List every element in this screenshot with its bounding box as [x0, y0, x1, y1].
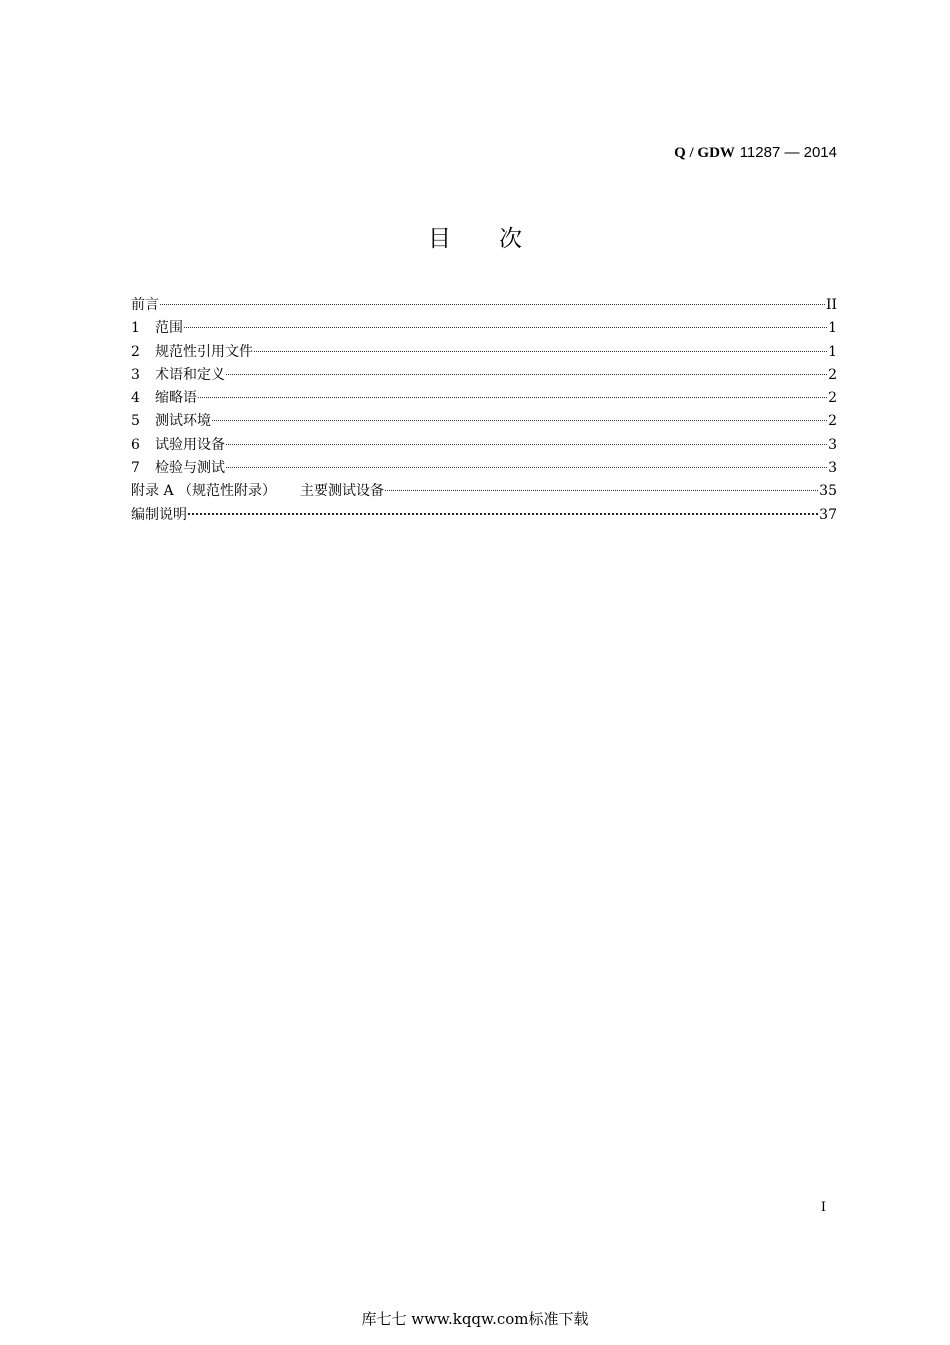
toc-label: 范围: [155, 320, 183, 337]
toc-label: 规范性引用文件: [155, 343, 253, 360]
toc-entry-test-equipment[interactable]: [131, 435, 837, 458]
toc-page: 1: [828, 320, 837, 337]
toc-entry-foreword[interactable]: [131, 295, 837, 318]
toc-label: 试验用设备: [155, 436, 225, 453]
toc-label: 测试环境: [155, 413, 211, 430]
toc-leader: [212, 420, 827, 421]
toc-leader: [198, 397, 827, 398]
toc-leader: [385, 490, 818, 491]
toc-leader: [254, 351, 827, 352]
toc-label: 检验与测试: [155, 460, 225, 477]
toc-entry-normative-references[interactable]: [131, 342, 837, 365]
toc-label: 编制说明: [131, 506, 187, 523]
toc-label-sub: 主要测试设备: [300, 483, 385, 500]
toc-number: 5: [131, 413, 140, 430]
toc-label: 附录 A （规范性附录） 主要测试设备: [131, 483, 385, 500]
toc-entry-inspection-testing[interactable]: [131, 458, 837, 481]
toc-label: 缩略语: [155, 390, 197, 407]
toc-page: 35: [819, 483, 837, 500]
toc-leader: [188, 513, 818, 515]
toc-page: 3: [828, 460, 837, 477]
toc-number: 2: [131, 343, 140, 360]
toc-number: 4: [131, 390, 140, 407]
toc-leader: [226, 467, 827, 468]
toc-page: 1: [828, 343, 837, 360]
toc-leader: [226, 374, 827, 375]
toc-page: 2: [828, 366, 837, 383]
toc-label: 前言: [131, 297, 159, 313]
toc-number: 3: [131, 366, 140, 383]
toc-number: 6: [131, 436, 140, 453]
toc-leader: [226, 444, 827, 445]
toc-leader: [184, 327, 827, 328]
toc-entry-compilation-notes[interactable]: [131, 505, 837, 528]
toc-number: 1: [131, 320, 140, 337]
toc-page: 3: [828, 436, 837, 453]
standard-year: 11287 — 2014: [739, 144, 837, 161]
toc-page: 2: [828, 390, 837, 407]
page-number: I: [820, 1200, 826, 1215]
table-of-contents: [131, 295, 837, 528]
toc-entry-terms[interactable]: [131, 365, 837, 388]
toc-label: 术语和定义: [155, 366, 225, 383]
toc-page: 2: [828, 413, 837, 430]
toc-entry-test-environment[interactable]: [131, 411, 837, 434]
toc-entry-appendix-a[interactable]: [131, 481, 837, 504]
footer-watermark: 库七七 www.kqqw.com标准下载: [361, 1310, 589, 1328]
standard-code: Q / GDW: [674, 145, 735, 161]
toc-entry-scope[interactable]: [131, 318, 837, 341]
toc-leader: [160, 304, 825, 305]
standard-number: [674, 143, 837, 162]
toc-entry-abbreviations[interactable]: [131, 388, 837, 411]
toc-page: II: [825, 297, 837, 313]
toc-title: 目次: [428, 226, 570, 252]
toc-page: 37: [819, 506, 837, 523]
toc-number: 7: [131, 460, 140, 477]
